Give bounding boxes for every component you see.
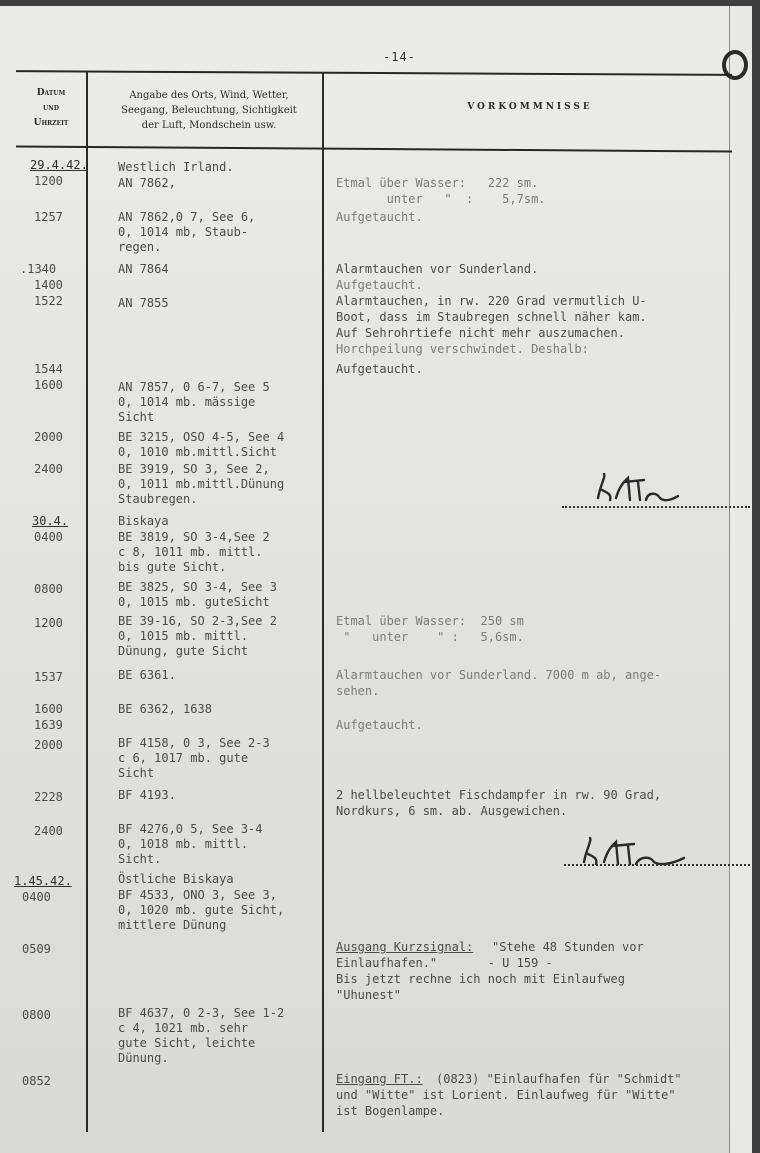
event-line: unter " : 5,7sm. xyxy=(336,192,546,206)
header-top-rule xyxy=(16,70,732,76)
column-divider-date xyxy=(86,72,88,1132)
log-time: 1600 xyxy=(34,702,63,716)
position-line: c 4, 1021 mb. sehr xyxy=(118,1021,249,1035)
header-position-line: der Luft, Mondschein usw. xyxy=(141,120,277,131)
position-line: Westlich Irland. xyxy=(118,160,234,174)
event-line: (0823) "Einlaufhafen für "Schmidt" xyxy=(436,1072,682,1086)
log-page xyxy=(0,6,752,1153)
position-line: bis gute Sicht. xyxy=(118,560,227,574)
signature-dotted-line xyxy=(562,506,750,508)
position-line: Sicht. xyxy=(118,852,162,866)
event-line: Bis jetzt rechne ich noch mit Einlaufweg xyxy=(336,972,625,986)
log-time: 1400 xyxy=(34,278,63,292)
log-time: 0800 xyxy=(22,1008,51,1022)
position-line: AN 7864 xyxy=(118,262,169,276)
position-line: Sicht xyxy=(118,766,155,780)
position-line: AN 7862,0 7, See 6, xyxy=(118,210,256,224)
event-line: Etmal über Wasser: 250 sm xyxy=(336,614,524,628)
position-line: Dünung. xyxy=(118,1051,169,1065)
log-time: 2400 xyxy=(34,824,63,838)
position-line: BF 4637, 0 2-3, See 1-2 xyxy=(118,1006,285,1020)
position-line: 0, 1014 mb, Staub- xyxy=(118,225,249,239)
event-line: "Uhunest" xyxy=(336,988,402,1002)
position-line: 0, 1018 mb. mittl. xyxy=(118,837,249,851)
header-date-column xyxy=(18,86,84,131)
log-time: 2228 xyxy=(34,790,63,804)
event-line: ist Bogenlampe. xyxy=(336,1104,445,1118)
event-line: 2 hellbeleuchtet Fischdampfer in rw. 90 Grad, xyxy=(336,788,662,802)
position-line: BE 39-16, SO 2-3,See 2 xyxy=(118,614,277,628)
header-events-column: VORKOMMNISSE xyxy=(467,102,593,112)
position-line: BE 3215, OSO 4-5, See 4 xyxy=(118,430,285,444)
event-line: Horchpeilung verschwindet. Deshalb: xyxy=(336,342,589,356)
page-number: -14- xyxy=(383,50,416,64)
column-divider-position xyxy=(322,72,324,1132)
event-line: Etmal über Wasser: 222 sm. xyxy=(336,176,539,190)
position-line: 0, 1011 mb.mittl.Dünung xyxy=(118,477,285,491)
header-position-column xyxy=(92,88,326,133)
signature-dotted-line xyxy=(564,864,750,866)
log-time: 0509 xyxy=(22,942,51,956)
log-time: 1537 xyxy=(34,670,63,684)
event-line: Boot, dass im Staubregen schnell näher kam. xyxy=(336,310,647,324)
event-line: Aufgetaucht. xyxy=(336,278,423,292)
log-time: 1200 xyxy=(34,174,63,188)
position-line: BE 6361. xyxy=(118,668,176,682)
event-line: sehen. xyxy=(336,684,380,698)
event-line: Alarmtauchen vor Sunderland. 7000 m ab, ange- xyxy=(336,668,662,682)
position-line: 0, 1015 mb. guteSicht xyxy=(118,595,270,609)
log-time: 2000 xyxy=(34,738,63,752)
log-time: 1544 xyxy=(34,362,63,376)
header-bottom-rule xyxy=(16,146,732,153)
log-time: 0400 xyxy=(22,890,51,904)
position-line: c 8, 1011 mb. mittl. xyxy=(118,545,263,559)
header-position-line: Angabe des Orts, Wind, Wetter, xyxy=(129,90,289,101)
log-time: 1257 xyxy=(34,210,63,224)
position-line: BE 3919, SO 3, See 2, xyxy=(118,462,270,476)
event-line: Alarmtauchen vor Sunderland. xyxy=(336,262,539,276)
event-line: "Stehe 48 Stunden vor xyxy=(492,940,644,954)
log-time: .1340 xyxy=(20,262,57,276)
header-date-line: Uhrzeit xyxy=(33,118,69,128)
log-time: 0852 xyxy=(22,1074,51,1088)
log-time: 2400 xyxy=(34,462,63,476)
event-line: Aufgetaucht. xyxy=(336,210,423,224)
position-line: AN 7862, xyxy=(118,176,176,190)
position-line: 0, 1020 mb. gute Sicht, xyxy=(118,903,285,917)
position-line: BF 4276,0 5, See 3-4 xyxy=(118,822,263,836)
position-line: AN 7857, 0 6-7, See 5 xyxy=(118,380,270,394)
position-line: regen. xyxy=(118,240,162,254)
log-date: 1.45.42. xyxy=(14,874,72,888)
position-line: BE 3819, SO 3-4,See 2 xyxy=(118,530,270,544)
log-time: 0400 xyxy=(34,530,63,544)
header-date-line: Datum xyxy=(36,88,66,98)
log-time: 2000 xyxy=(34,430,63,444)
position-line: BF 4533, ONO 3, See 3, xyxy=(118,888,277,902)
position-line: 0, 1015 mb. mittl. xyxy=(118,629,249,643)
header-date-line: und xyxy=(43,103,59,113)
event-label: Eingang FT.: xyxy=(336,1072,423,1086)
position-line: BF 4158, 0 3, See 2-3 xyxy=(118,736,270,750)
position-line: 0, 1010 mb.mittl.Sicht xyxy=(118,445,277,459)
position-line: Staubregen. xyxy=(118,492,198,506)
position-line: BF 4193. xyxy=(118,788,176,802)
position-line: AN 7855 xyxy=(118,296,169,310)
position-line: mittlere Dünung xyxy=(118,918,227,932)
log-date: 29.4.42. xyxy=(30,158,88,172)
position-line: gute Sicht, leichte xyxy=(118,1036,256,1050)
header-position-line: Seegang, Beleuchtung, Sichtigkeit xyxy=(121,105,297,116)
event-line: Nordkurs, 6 sm. ab. Ausgewichen. xyxy=(336,804,568,818)
event-line: Auf Sehrohrtiefe nicht mehr auszumachen. xyxy=(336,326,625,340)
event-line: und "Witte" ist Lorient. Einlaufweg für "Witte" xyxy=(336,1088,676,1102)
event-label: Ausgang Kurzsignal: xyxy=(336,940,474,954)
event-line: Alarmtauchen, in rw. 220 Grad vermutlich U- xyxy=(336,294,647,308)
event-line: " unter " : 5,6sm. xyxy=(336,630,524,644)
position-line: 0, 1014 mb. mässige xyxy=(118,395,256,409)
log-time: 1200 xyxy=(34,616,63,630)
event-line: Aufgetaucht. xyxy=(336,718,423,732)
position-line: Sicht xyxy=(118,410,155,424)
log-time: 1639 xyxy=(34,718,63,732)
position-line: BE 3825, SO 3-4, See 3 xyxy=(118,580,277,594)
position-line: Biskaya xyxy=(118,514,169,528)
log-time: 1522 xyxy=(34,294,63,308)
adjacent-page-edge xyxy=(729,6,752,1153)
position-line: BE 6362, 1638 xyxy=(118,702,212,716)
position-line: Östliche Biskaya xyxy=(118,872,234,886)
event-line: Einlaufhafen." - U 159 - xyxy=(336,956,553,970)
log-time: 0800 xyxy=(34,582,63,596)
position-line: c 6, 1017 mb. gute xyxy=(118,751,249,765)
log-time: 1600 xyxy=(34,378,63,392)
event-line: Aufgetaucht. xyxy=(336,362,423,376)
position-line: Dünung, gute Sicht xyxy=(118,644,249,658)
log-date: 30.4. xyxy=(32,514,69,528)
